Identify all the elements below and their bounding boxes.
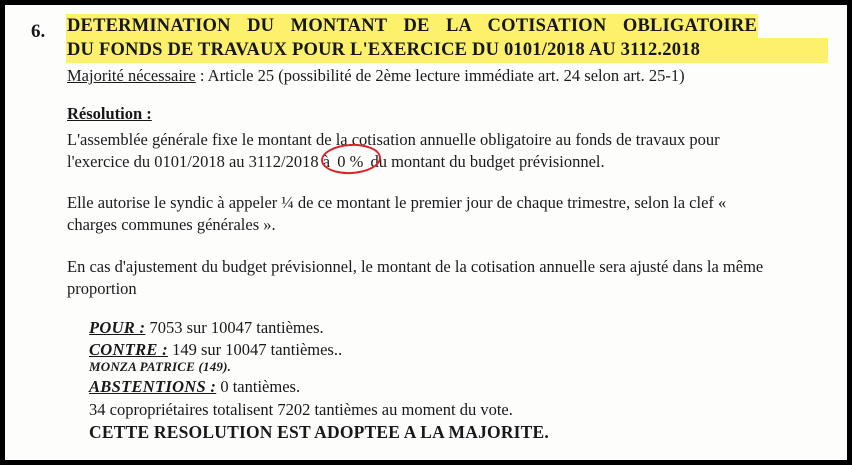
paragraph-contribution-rate — [67, 129, 767, 173]
vote-value-abstentions: 0 tantièmes. — [216, 377, 301, 397]
resolution-title-line-2: DU FONDS DE TRAVAUX POUR L'EXERCICE DU 0101/2018 AU 3112.2018 — [67, 39, 827, 63]
majority-line — [67, 65, 827, 86]
resolution-content — [67, 15, 833, 444]
percentage-value: 0 % — [337, 151, 364, 171]
item-number: 6. — [31, 21, 46, 42]
resolution-block — [19, 15, 833, 444]
vote-verdict: CETTE RESOLUTION EST ADOPTEE A LA MAJORITE. — [89, 422, 550, 443]
resolution-title-line-1: DETERMINATION DU MONTANT DE LA COTISATION OBLIGATOIRE — [67, 15, 757, 39]
resolution-title — [67, 15, 827, 62]
majority-text: : Article 25 (possibilité de 2ème lecture immédiate art. 24 selon art. 25-1) — [195, 66, 685, 86]
resolution-heading — [67, 104, 827, 124]
paragraph-quarterly-call: Elle autorise le syndic à appeler ¼ de ce montant le premier jour de chaque trimestre, selon la clef « charges communes générales ». — [67, 193, 727, 235]
vote-row-pour — [89, 317, 827, 338]
vote-contre-note: MONZA PATRICE (149). — [89, 359, 232, 375]
vote-value-contre: 149 sur 10047 tantièmes.. — [167, 339, 343, 359]
vote-row-contre — [89, 339, 827, 360]
vote-label-abstentions: ABSTENTIONS : — [89, 377, 217, 397]
vote-value-pour: 7053 sur 10047 tantièmes. — [145, 318, 324, 338]
vote-results — [89, 317, 827, 443]
document-body — [5, 5, 847, 460]
resolution-heading-label: Résolution : — [67, 103, 152, 123]
circled-percentage-annotation — [334, 151, 366, 173]
majority-label: Majorité nécessaire — [67, 66, 196, 86]
vote-label-pour: POUR : — [89, 318, 146, 338]
paragraph-budget-adjustment: En cas d'ajustement du budget prévisionnel, le montant de la cotisation annuelle sera ajusté dans la même proportion — [67, 256, 764, 298]
paragraph-1-text-after: du montant du budget prévisionnel. — [366, 151, 605, 171]
vote-totals-line: 34 copropriétaires totalisent 7202 tantièmes au moment du vote. — [89, 399, 513, 419]
vote-label-contre: CONTRE : — [89, 339, 168, 359]
vote-row-abstentions — [89, 376, 827, 397]
paragraph-1-text-before: L'assemblée générale fixe le montant de la cotisation annuelle obligatoire au fonds de travaux pour l'exercice du 0101/2018 au 3112/2018 à — [67, 129, 720, 171]
